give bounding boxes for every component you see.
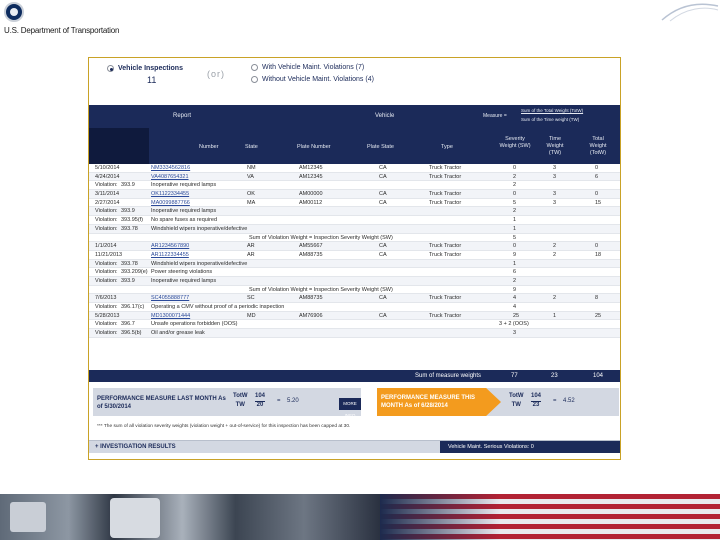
bottom-banner (0, 494, 720, 540)
col-number[interactable]: Number (199, 144, 219, 150)
total-weight: 15 (595, 199, 602, 206)
vehicle-inspections-label: Vehicle Inspections (118, 65, 183, 72)
violation-row (89, 225, 620, 234)
truck-grille-shape (10, 502, 46, 532)
violation-code: 393.9 (121, 208, 135, 215)
last-denominator: 20 (256, 402, 264, 408)
violation-label: Violation: (95, 182, 118, 189)
time-weight: 3 (553, 199, 557, 206)
measure-numerator: Sum of the Total Weight (TotW) (521, 108, 584, 113)
total-weight: 25 (595, 312, 602, 319)
summary-severity: 9 (513, 286, 517, 293)
violation-code: 393.9 (121, 182, 135, 189)
truck-cab-shape (110, 498, 160, 538)
plate-number: AM88735 (299, 295, 323, 302)
violation-code: 393.78 (121, 260, 138, 267)
violation-code: 393.95(f) (121, 217, 144, 224)
violation-weight: 2 (513, 208, 517, 215)
truck-photo (0, 494, 380, 540)
inspection-number-link[interactable]: AR1234567890 (151, 243, 190, 250)
this-denominator: 23 (532, 402, 540, 408)
inspection-date: 1/1/2014 (95, 243, 117, 250)
this-tw-label: TW (511, 402, 521, 408)
measure-denominator: Sum of the Time weight (TW) (521, 117, 580, 122)
inspection-number-link[interactable]: MA0099887766 (151, 199, 190, 206)
inspection-row (89, 199, 620, 208)
this-numerator: 104 (531, 393, 542, 399)
inspection-state: AR (247, 251, 255, 258)
sum-total: 104 (593, 373, 604, 379)
last-tw-label: TW (235, 402, 245, 408)
inspection-number-link[interactable]: VA4087654321 (151, 173, 189, 180)
inspection-row (89, 190, 620, 199)
radio-icon (251, 64, 258, 71)
time-weight: 3 (553, 165, 557, 171)
inspection-date: 11/21/2013 (95, 251, 123, 258)
col-time-weight[interactable]: Time Weight (TW) (546, 136, 564, 156)
this-totw-label: TotW (509, 393, 524, 399)
sum-severity: 77 (511, 373, 518, 379)
investigation-bar (89, 440, 620, 453)
violation-weight: 1 (513, 225, 517, 232)
violation-row (89, 268, 620, 277)
group-report: Report (173, 113, 192, 119)
last-equals: = (277, 398, 281, 404)
plate-state: CA (379, 251, 387, 258)
violation-description: No spare fuses as required (151, 217, 218, 224)
violation-weight: 1 (513, 260, 517, 267)
performance-last-title: PERFORMANCE MEASURE LAST MONTH As of 5/30/2014 (97, 396, 226, 410)
group-vehicle: Vehicle (375, 113, 395, 119)
inspection-row (89, 173, 620, 182)
inspection-state: SC (247, 295, 255, 302)
severity-weight: 9 (513, 251, 517, 258)
time-weight: 2 (553, 251, 557, 258)
violation-description: Operating a CMV without proof of a periodic inspection (151, 304, 285, 310)
severity-weight: 0 (513, 243, 517, 250)
with-violations-label: With Vehicle Maint. Violations (7) (262, 64, 365, 71)
agency-header (4, 2, 120, 36)
violation-row (89, 303, 620, 312)
plate-number: AM76906 (299, 312, 323, 319)
violation-row (89, 181, 620, 190)
performance-measures (89, 384, 620, 420)
violation-row (89, 320, 620, 329)
violation-row (89, 329, 620, 338)
violation-label: Violation: (95, 321, 118, 328)
without-violations-label: Without Vehicle Maint. Violations (4) (262, 76, 374, 83)
inspection-row (89, 251, 620, 260)
total-weight: 0 (595, 243, 599, 250)
decorative-swirl-icon (660, 0, 720, 22)
this-equals: = (553, 398, 557, 404)
plate-number: AM55667 (299, 243, 323, 250)
violation-description: Windshield wipers inoperative/defective (151, 225, 248, 232)
violation-weight: 4 (513, 304, 517, 310)
inspection-number-link[interactable]: SC4055888777 (151, 295, 190, 302)
violation-row (89, 216, 620, 225)
sum-time: 23 (551, 373, 558, 379)
violation-label: Violation: (95, 260, 118, 267)
table-column-header (89, 128, 620, 164)
vehicle-inspections-radio[interactable] (107, 65, 183, 72)
inspection-state: MD (247, 312, 256, 319)
vehicle-type: Truck Tractor (429, 243, 462, 250)
summary-label: Sum of Violation Weight = Inspection Severity Weight (SW) (249, 234, 393, 241)
violation-code: 396.17(c) (121, 304, 145, 310)
table-group-header (89, 105, 620, 128)
col-total-weight[interactable]: Total Weight (TotW) (589, 136, 607, 156)
radio-selected-icon (107, 65, 114, 72)
violation-weight: 3 + 2 (OOS) (499, 321, 529, 328)
violation-weight: 3 (513, 330, 517, 337)
inspection-date: 4/24/2014 (95, 173, 120, 180)
plate-state: CA (379, 165, 387, 171)
plate-number: AM12345 (299, 165, 323, 171)
inspection-date: 5/28/2013 (95, 312, 120, 319)
violation-description: Inoperative required lamps (151, 182, 217, 189)
violation-code: 393.78 (121, 225, 138, 232)
violation-description: Oil and/or grease leak (151, 330, 205, 337)
summary-row (89, 234, 620, 243)
plate-state: CA (379, 312, 387, 319)
time-weight: 1 (553, 312, 557, 319)
plate-number: AM00000 (299, 191, 323, 198)
vehicle-type: Truck Tractor (429, 173, 462, 180)
inspection-row (89, 312, 620, 321)
more-info-button[interactable]: MORE INFO (339, 398, 361, 410)
this-fraction-values (531, 393, 541, 408)
time-weight: 2 (553, 243, 557, 250)
inspection-date: 5/10/2014 (95, 165, 120, 171)
last-result: 5.20 (287, 398, 299, 404)
footnote: *** The sum of all violation severity weights (violation weight + out-of-service) for this inspection has been capped at 30. (97, 424, 351, 429)
col-type[interactable]: Type (441, 144, 453, 150)
violation-description: Unsafe operations forbidden (OOS) (151, 321, 238, 328)
vehicle-type: Truck Tractor (429, 251, 462, 258)
inspection-row (89, 164, 620, 173)
inspection-number-link[interactable]: AR1122334455 (151, 251, 189, 258)
violation-row (89, 260, 620, 269)
violation-weight: 6 (513, 269, 517, 276)
plate-state: CA (379, 199, 387, 206)
total-weight: 18 (595, 251, 602, 258)
total-weight: 0 (595, 165, 599, 171)
violation-label: Violation: (95, 304, 118, 310)
col-state[interactable]: State (245, 144, 258, 150)
serious-violations: Vehicle Maint. Serious Violations: 0 (440, 441, 620, 453)
us-flag-photo (380, 494, 720, 540)
performance-this-month (377, 388, 619, 416)
violation-label: Violation: (95, 208, 118, 215)
violation-description: Inoperative required lamps (151, 208, 217, 215)
this-result: 4.52 (563, 398, 575, 404)
violation-weight: 2 (513, 182, 517, 189)
summary-label: Sum of Violation Weight = Inspection Severity Weight (SW) (249, 286, 393, 293)
or-label: (or) (207, 69, 225, 79)
last-fraction-values (255, 393, 265, 408)
last-numerator: 104 (255, 393, 266, 399)
inspection-number-link[interactable]: OK1122334455 (151, 191, 190, 198)
violation-weight: 1 (513, 217, 517, 224)
inspections-count: 11 (147, 75, 157, 85)
inspection-state: NM (247, 165, 256, 171)
inspection-date: 7/6/2013 (95, 295, 117, 302)
inspection-date: 3/11/2014 (95, 191, 120, 198)
violation-weight: 2 (513, 277, 517, 284)
inspection-row (89, 294, 620, 303)
violation-code: 393.9 (121, 277, 135, 284)
severity-weight: 25 (513, 312, 520, 319)
violation-code: 396.7 (121, 321, 135, 328)
violation-description: Inoperative required lamps (151, 277, 217, 284)
agency-name: U.S. Department of Transportation (4, 26, 120, 35)
inspection-state: AR (247, 243, 255, 250)
summary-row (89, 286, 620, 295)
severity-weight: 2 (513, 173, 517, 180)
plate-state: CA (379, 295, 387, 302)
violation-label: Violation: (95, 217, 118, 224)
violation-label: Violation: (95, 330, 118, 337)
without-violations-radio[interactable] (251, 76, 374, 83)
with-violations-radio[interactable] (251, 64, 364, 71)
inspection-row (89, 242, 620, 251)
dot-seal-icon (4, 2, 24, 22)
violation-label: Violation: (95, 269, 118, 276)
plate-state: CA (379, 191, 387, 198)
violation-label: Violation: (95, 277, 118, 284)
severity-weight: 0 (513, 191, 517, 198)
col-plate-state[interactable]: Plate State (367, 144, 394, 150)
violation-code: 393.209(e) (121, 269, 148, 276)
severity-weight: 4 (513, 295, 517, 302)
measure-label: Measure = (483, 113, 507, 119)
inspection-table-body (89, 164, 620, 338)
vehicle-type: Truck Tractor (429, 295, 462, 302)
inspection-state: MA (247, 199, 256, 206)
this-fraction-labels (509, 393, 524, 408)
performance-last-month (93, 388, 361, 416)
time-weight: 2 (553, 295, 557, 302)
col-severity-weight[interactable]: Severity Weight (SW) (499, 136, 531, 149)
inspection-number-link[interactable]: NM3334562816 (151, 165, 191, 171)
time-weight: 3 (553, 191, 557, 198)
plate-state: CA (379, 243, 387, 250)
vehicle-type: Truck Tractor (429, 199, 462, 206)
vehicle-type: Truck Tractor (429, 191, 462, 198)
plate-number: AM00112 (299, 199, 323, 206)
summary-severity: 5 (513, 234, 517, 241)
total-weight: 6 (595, 173, 599, 180)
inspection-filter (89, 58, 620, 100)
sum-label: Sum of measure weights (415, 373, 482, 379)
sum-row (89, 370, 620, 382)
plate-number: AM12345 (299, 173, 323, 180)
inspection-number-link[interactable]: MD1300071444 (151, 312, 191, 319)
violation-description: Power steering violations (151, 269, 213, 276)
last-fraction-labels (233, 393, 248, 408)
plate-number: AM88735 (299, 251, 323, 258)
total-weight: 0 (595, 191, 599, 198)
sms-vehicle-panel (88, 57, 621, 460)
severity-weight: 0 (513, 165, 517, 171)
inspection-state: VA (247, 173, 254, 180)
violation-row (89, 277, 620, 286)
vehicle-type: Truck Tractor (429, 312, 462, 319)
severity-weight: 5 (513, 199, 517, 206)
last-totw-label: TotW (233, 393, 248, 399)
sorted-column-highlight (89, 128, 149, 164)
plate-state: CA (379, 173, 387, 180)
violation-label: Violation: (95, 225, 118, 232)
violation-code: 396.5(b) (121, 330, 142, 337)
violation-row (89, 207, 620, 216)
radio-icon (251, 76, 258, 83)
investigation-results-toggle[interactable]: + INVESTIGATION RESULTS (95, 444, 176, 450)
time-weight: 3 (553, 173, 557, 180)
col-plate-number[interactable]: Plate Number (297, 144, 331, 150)
violation-description: Windshield wipers inoperative/defective (151, 260, 248, 267)
performance-this-title: PERFORMANCE MEASURE THIS MONTH As of 6/28/2014 (381, 395, 476, 409)
inspection-state: OK (247, 191, 255, 198)
vehicle-type: Truck Tractor (429, 165, 462, 171)
inspection-date: 2/27/2014 (95, 199, 120, 206)
total-weight: 8 (595, 295, 599, 302)
